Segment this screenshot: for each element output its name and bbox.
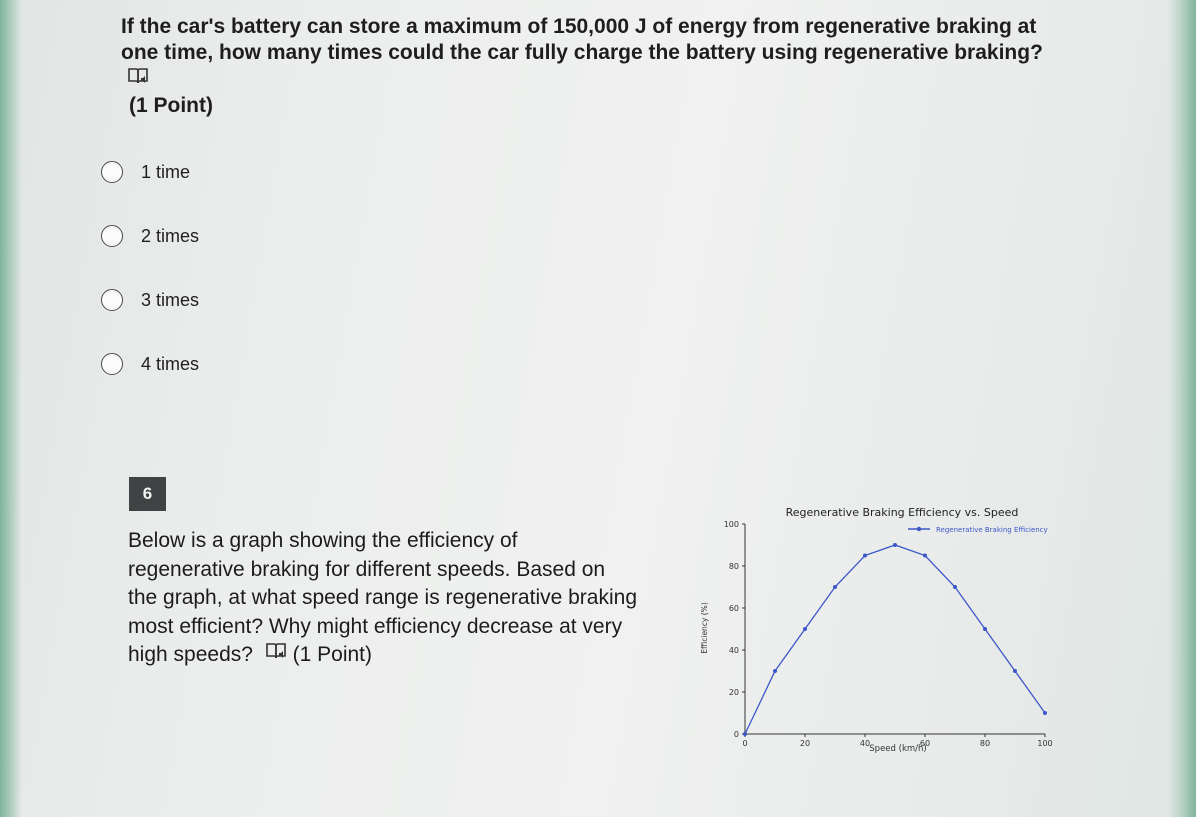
x-tick-label: 0 [742, 739, 748, 748]
question-5-text: If the car's battery can store a maximum of 150,000 J of energy from regenerative braking at one time, how many times could the car fully charge the battery using regenerative braking? [121, 15, 1043, 64]
option-3-times[interactable] [101, 286, 199, 314]
data-point [743, 732, 747, 736]
x-tick-label: 40 [859, 739, 871, 748]
data-point [893, 543, 897, 547]
data-point [803, 627, 807, 631]
y-tick-label: 40 [728, 646, 739, 655]
x-axis-label: Speed (km/h) [869, 744, 927, 754]
option-label: 1 time [141, 161, 191, 182]
data-point [863, 554, 867, 558]
data-point [773, 669, 777, 673]
monitor-edge-left [0, 0, 22, 817]
immersive-reader-icon[interactable] [127, 66, 149, 93]
option-label: 2 times [141, 225, 200, 246]
y-tick-label: 20 [728, 688, 739, 697]
y-tick-label: 60 [728, 604, 739, 613]
y-axis-label: Efficiency (%) [700, 602, 709, 654]
legend-label: Regenerative Braking Efficiency [936, 526, 1048, 534]
radio-button-icon[interactable] [101, 289, 123, 311]
question-5-points: (1 Point) [129, 94, 213, 117]
data-point [1013, 669, 1017, 673]
question-6-text: Below is a graph showing the efficiency of regenerative braking for different speeds. Based on the graph, at what speed range is regenerative braking most efficient? Why might efficiency decrease at very high speeds? [128, 529, 637, 666]
y-tick-label: 0 [733, 730, 739, 739]
chart-axes [745, 524, 1045, 734]
option-label: 4 times [141, 353, 200, 374]
radio-button-icon[interactable] [101, 161, 123, 183]
data-point [1043, 711, 1047, 715]
monitor-edge-right [1168, 0, 1196, 817]
y-tick-label: 100 [723, 520, 739, 529]
question-number-badge: 6 [129, 477, 166, 511]
option-4-times[interactable] [101, 350, 199, 378]
efficiency-chart [690, 496, 1070, 766]
question-6 [128, 527, 638, 670]
chart-title: Regenerative Braking Efficiency vs. Speed [785, 506, 1019, 519]
data-point [923, 554, 927, 558]
option-1-time[interactable] [101, 158, 190, 186]
data-point [953, 585, 957, 589]
x-tick-label: 20 [799, 739, 811, 748]
x-tick-label: 80 [979, 739, 991, 748]
series-line [745, 545, 1045, 734]
radio-button-icon[interactable] [101, 225, 123, 247]
option-2-times[interactable] [101, 222, 199, 250]
chart-legend [908, 526, 1048, 534]
option-label: 3 times [141, 289, 200, 310]
radio-button-icon[interactable] [101, 353, 123, 375]
chart-series [743, 543, 1047, 736]
data-point [983, 627, 987, 631]
x-tick-label: 100 [1037, 739, 1053, 748]
question-5 [121, 14, 1061, 119]
data-point [833, 585, 837, 589]
immersive-reader-icon[interactable] [265, 641, 287, 670]
x-tick-label: 60 [919, 739, 931, 748]
y-tick-label: 80 [728, 562, 739, 571]
chart-ticks [724, 520, 1053, 748]
question-6-points: (1 Point) [292, 643, 372, 666]
